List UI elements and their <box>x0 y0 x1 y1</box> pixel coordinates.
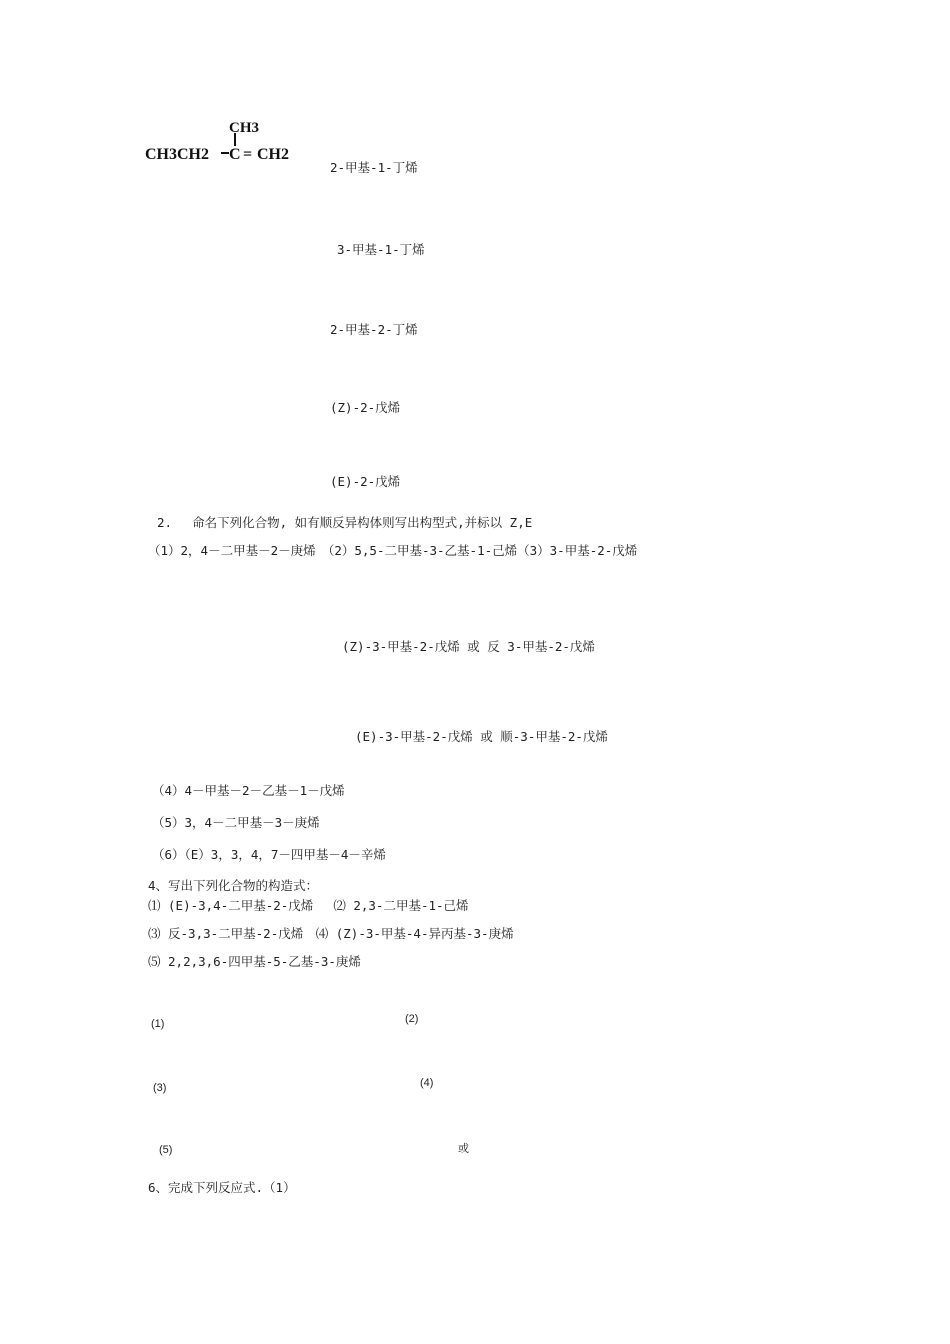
formula-end-group: CH2 <box>257 146 289 163</box>
answer-line: (E)-2-戊烯 <box>330 474 401 489</box>
structure-label: (3) <box>153 1082 167 1094</box>
question-2-items: （1）2，4－二甲基－2－庚烯 （2）5,5-二甲基-3-乙基-1-己烯（3）3-甲基-2-戊烯 <box>148 543 638 558</box>
formula-carbon: C <box>229 146 241 163</box>
question-4-line: ⑸ 2,2,3,6-四甲基-5-乙基-3-庚烯 <box>148 954 361 969</box>
question-4-title: 4、写出下列化合物的构造式： <box>148 878 319 893</box>
formula-double-bond: = <box>243 146 253 163</box>
answer-z-isomer: (Z)-3-甲基-2-戊烯 或 反 3-甲基-2-戊烯 <box>342 639 595 654</box>
answer-line: 2-甲基-2-丁烯 <box>330 322 418 337</box>
structure-label: (2) <box>405 1013 419 1025</box>
question-6-title: 6、完成下列反应式.（1） <box>148 1180 296 1195</box>
answer-line: 2-甲基-1-丁烯 <box>330 160 418 175</box>
question-2-title: 2. 命名下列化合物, 如有顺反异构体则写出构型式,并标以 Z,E <box>157 515 533 530</box>
structure-label: (5) <box>159 1144 173 1156</box>
structural-formula <box>143 113 313 173</box>
answer-e-isomer: (E)-3-甲基-2-戊烯 或 顺-3-甲基-2-戊烯 <box>355 729 608 744</box>
formula-top-group: CH3 <box>229 120 259 136</box>
formula-main-chain: CH3CH2 <box>145 146 209 163</box>
answer-line: 3-甲基-1-丁烯 <box>337 242 425 257</box>
structure-label: (1) <box>151 1018 165 1030</box>
question-2-item-6: （6）（E）3，3，4，7－四甲基－4－辛烯 <box>152 847 386 862</box>
structure-label: (4) <box>420 1077 434 1089</box>
question-2-item-4: （4）4－甲基－2－乙基－1－戊烯 <box>152 783 345 798</box>
question-4-line: ⑶ 反-3,3-二甲基-2-戊烯 ⑷ (Z)-3-甲基-4-异丙基-3-庚烯 <box>148 926 514 941</box>
answer-line: (Z)-2-戊烯 <box>330 400 401 415</box>
question-2-item-5: （5）3，4－二甲基－3－庚烯 <box>152 815 320 830</box>
or-label: 或 <box>458 1143 469 1155</box>
question-4-line: ⑴ (E)-3,4-二甲基-2-戊烯 ⑵ 2,3-二甲基-1-己烯 <box>148 898 469 913</box>
